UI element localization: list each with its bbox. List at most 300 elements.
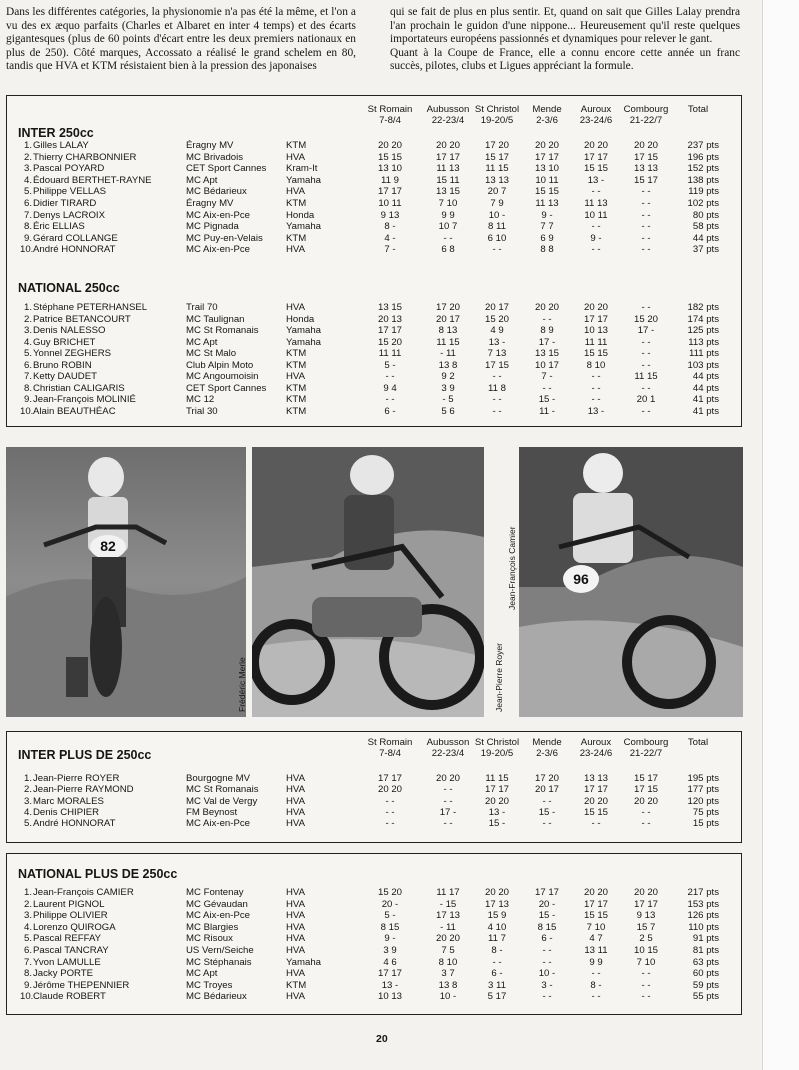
club-name: MC Val de Vergy bbox=[186, 795, 258, 807]
race-score: - - bbox=[542, 945, 552, 956]
column-header-dates: 23-24/6 bbox=[579, 115, 613, 126]
rider-name: Jean-Pierre RAYMOND bbox=[33, 784, 134, 796]
intro-right-text-2: Quant à la Coupe de France, elle a connu encore cette année un franc succès, pilotes, clubs et Ligues appréciant la formule. bbox=[390, 46, 740, 73]
rider-name: Gilles LALAY bbox=[33, 140, 89, 151]
race-score: 17 - bbox=[439, 806, 457, 818]
race-score: 15 15 bbox=[583, 163, 608, 175]
race-score: 9 9 bbox=[589, 956, 603, 968]
table-row bbox=[0, 899, 740, 911]
race-score: 13 - bbox=[488, 806, 506, 818]
race-score: - - bbox=[542, 956, 552, 968]
race-score: 6 10 bbox=[487, 232, 507, 244]
club-name: MC Aix-en-Pce bbox=[186, 209, 250, 221]
rank: 6. bbox=[23, 359, 32, 371]
race-score: - 11 bbox=[440, 348, 456, 359]
race-score: 9 - bbox=[384, 933, 396, 945]
race-score: 17 15 bbox=[633, 151, 658, 163]
total-points: 80 pts bbox=[692, 209, 719, 221]
table-row bbox=[0, 406, 740, 418]
motorcycle-make: KTM bbox=[286, 348, 307, 359]
table-row bbox=[0, 348, 740, 360]
total-points: 37 pts bbox=[692, 244, 719, 256]
race-score: 4 9 bbox=[490, 325, 504, 336]
race-score: - - bbox=[591, 186, 601, 198]
total-points: 138 pts bbox=[687, 174, 719, 186]
rank: 1. bbox=[23, 140, 32, 151]
race-score: 11 11 bbox=[584, 336, 608, 348]
race-score: 10 - bbox=[538, 968, 556, 980]
race-score: 20 17 bbox=[435, 313, 460, 325]
race-score: 10 17 bbox=[534, 359, 559, 371]
table-row bbox=[0, 818, 740, 830]
race-score: 13 8 bbox=[438, 359, 458, 371]
race-score: 9 13 bbox=[636, 910, 656, 922]
table-row bbox=[0, 163, 740, 175]
club-name: Trial 30 bbox=[186, 405, 218, 417]
race-score: 11 9 bbox=[381, 174, 399, 186]
race-score: 17 17 bbox=[484, 784, 509, 796]
section-title: NATIONAL 250cc bbox=[18, 281, 120, 295]
motorcycle-make: KTM bbox=[286, 405, 307, 417]
rank: 2. bbox=[23, 151, 32, 163]
race-score: - - bbox=[641, 336, 651, 348]
race-score: 9 9 bbox=[441, 209, 455, 221]
race-score: 17 17 bbox=[583, 784, 608, 796]
race-score: 20 20 bbox=[377, 784, 402, 796]
column-header-name: Combourg bbox=[623, 104, 669, 115]
race-score: 6 - bbox=[384, 405, 396, 417]
total-points: 126 pts bbox=[687, 910, 719, 922]
race-score: - - bbox=[542, 313, 552, 325]
column-header-dates: 21-22/7 bbox=[629, 115, 663, 126]
race-score: - - bbox=[385, 795, 395, 807]
column-header-total: Total bbox=[687, 104, 709, 115]
race-score: 17 13 bbox=[484, 898, 509, 910]
race-score: - 5 bbox=[442, 394, 454, 405]
rank: 4. bbox=[23, 336, 32, 348]
club-name: MC Angoumoisin bbox=[186, 371, 259, 382]
race-score: - - bbox=[641, 979, 651, 991]
race-score: 3 11 bbox=[488, 979, 506, 991]
race-score: - - bbox=[591, 394, 601, 405]
race-score: 8 10 bbox=[438, 956, 458, 968]
race-score: 11 15 bbox=[485, 163, 509, 175]
club-name: MC Troyes bbox=[186, 979, 233, 991]
race-score: 11 13 bbox=[436, 163, 460, 175]
rider-name: André HONNORAT bbox=[33, 244, 116, 256]
club-name: FM Beynost bbox=[186, 806, 238, 818]
race-score: 13 - bbox=[381, 979, 399, 991]
rider-name: Pascal REFFAY bbox=[33, 933, 102, 945]
rider-name: Lorenzo QUIROGA bbox=[33, 921, 116, 933]
race-score: 6 9 bbox=[540, 232, 554, 244]
photo-rider-82 bbox=[6, 447, 246, 717]
club-name: MC Stéphanais bbox=[186, 956, 252, 968]
rider-name: Denis NALESSO bbox=[33, 325, 106, 336]
total-points: 63 pts bbox=[692, 956, 719, 968]
race-score: 20 20 bbox=[435, 140, 460, 151]
race-score: 15 - bbox=[538, 394, 556, 405]
race-score: - - bbox=[641, 232, 651, 244]
rider-name: Thierry CHARBONNIER bbox=[33, 151, 137, 163]
race-score: 15 20 bbox=[484, 313, 509, 325]
table-row bbox=[0, 933, 740, 945]
column-header-dates: 7-8/4 bbox=[379, 748, 401, 759]
race-score: 13 15 bbox=[377, 302, 402, 313]
race-score: - - bbox=[385, 371, 395, 382]
rider-name: Patrice BETANCOURT bbox=[33, 313, 131, 325]
rider-name: Yonnel ZEGHERS bbox=[33, 348, 112, 359]
club-name: MC Apt bbox=[186, 336, 218, 348]
race-score: - - bbox=[542, 382, 552, 394]
race-score: 6 8 bbox=[441, 244, 455, 256]
race-score: 15 15 bbox=[583, 348, 608, 359]
club-name: MC Taulignan bbox=[186, 313, 245, 325]
race-score: - - bbox=[641, 244, 651, 256]
race-score: - - bbox=[641, 348, 651, 359]
race-score: 11 8 bbox=[488, 382, 506, 394]
motorcycle-make: KTM bbox=[286, 394, 307, 405]
photo-credit-jean-pierre-royer: Jean-Pierre Royer bbox=[494, 643, 504, 712]
race-score: 15 17 bbox=[484, 151, 509, 163]
race-score: 17 17 bbox=[534, 151, 559, 163]
total-points: 195 pts bbox=[687, 773, 719, 784]
column-header-dates: 19-20/5 bbox=[480, 115, 514, 126]
race-score: 17 - bbox=[538, 336, 556, 348]
race-score: 17 15 bbox=[633, 784, 658, 796]
race-score: 10 13 bbox=[377, 991, 402, 1003]
race-score: 17 17 bbox=[377, 325, 402, 336]
race-score: 20 20 bbox=[377, 140, 402, 151]
race-score: 13 13 bbox=[583, 773, 608, 784]
race-score: 15 15 bbox=[583, 910, 608, 922]
race-score: - - bbox=[591, 968, 601, 980]
race-score: 20 20 bbox=[583, 302, 608, 313]
rank: 6. bbox=[23, 198, 32, 209]
table-row bbox=[0, 314, 740, 326]
race-score: - 11 bbox=[440, 921, 456, 933]
race-score: 10 - bbox=[488, 209, 506, 221]
race-score: 20 20 bbox=[583, 140, 608, 151]
column-header bbox=[360, 737, 420, 759]
race-score: 8 8 bbox=[540, 244, 554, 256]
club-name: Trail 70 bbox=[186, 302, 218, 313]
race-score: - - bbox=[641, 382, 651, 394]
club-name: US Vern/Seiche bbox=[186, 945, 254, 956]
race-score: - - bbox=[641, 968, 651, 980]
intro-right-column bbox=[390, 6, 740, 74]
table-row bbox=[0, 945, 740, 957]
rank: 7. bbox=[23, 956, 32, 968]
race-score: 6 - bbox=[491, 968, 503, 980]
race-score: 4 6 bbox=[383, 956, 397, 968]
race-score: - - bbox=[443, 795, 453, 807]
race-score: 3 7 bbox=[441, 968, 455, 980]
race-score: - - bbox=[641, 221, 651, 233]
section-title: INTER 250cc bbox=[18, 126, 94, 140]
total-points: 44 pts bbox=[692, 382, 719, 394]
race-score: 15 - bbox=[538, 910, 556, 922]
race-score: 15 11 bbox=[436, 174, 460, 186]
race-score: - - bbox=[492, 394, 502, 405]
total-points: 75 pts bbox=[692, 806, 719, 818]
race-score: - - bbox=[492, 244, 502, 256]
section-title: NATIONAL PLUS DE 250cc bbox=[18, 867, 178, 881]
motorcycle-make: HVA bbox=[286, 898, 306, 910]
race-score: 17 17 bbox=[435, 151, 460, 163]
rank: 1. bbox=[23, 302, 32, 313]
race-score: 7 10 bbox=[438, 198, 458, 209]
column-header-name: Mende bbox=[532, 104, 562, 115]
race-score: 17 17 bbox=[377, 968, 402, 980]
race-score: 4 7 bbox=[589, 933, 603, 945]
rider-name: Pascal POYARD bbox=[33, 163, 105, 175]
table-row bbox=[0, 991, 740, 1003]
column-header-dates: 22-23/4 bbox=[431, 115, 465, 126]
race-score: - - bbox=[443, 232, 453, 244]
race-score: 15 15 bbox=[583, 806, 608, 818]
club-name: MC Brivadois bbox=[186, 151, 244, 163]
club-name: MC Puy-en-Velais bbox=[186, 232, 263, 244]
motorcycle-make: KTM bbox=[286, 232, 307, 244]
race-score: 8 - bbox=[590, 979, 602, 991]
column-header-name: Combourg bbox=[623, 737, 669, 748]
race-score: 8 - bbox=[384, 221, 396, 233]
total-points: 59 pts bbox=[692, 979, 719, 991]
race-score: 11 13 bbox=[535, 198, 559, 209]
rank: 9. bbox=[23, 979, 32, 991]
race-score: - - bbox=[492, 956, 502, 968]
race-score: 15 9 bbox=[487, 910, 507, 922]
column-header bbox=[616, 104, 676, 126]
page-edge bbox=[762, 0, 799, 1070]
club-name: MC Aix-en-Pce bbox=[186, 244, 250, 256]
club-name: Éragny MV bbox=[186, 140, 234, 151]
table-row bbox=[0, 968, 740, 980]
race-score: 13 15 bbox=[534, 348, 559, 359]
race-score: 20 20 bbox=[534, 302, 559, 313]
race-score: - - bbox=[591, 818, 601, 830]
club-name: MC Pignada bbox=[186, 221, 239, 233]
photo-credit-frederic-merle: Frédéric Merle bbox=[237, 657, 247, 712]
race-score: 15 17 bbox=[633, 174, 658, 186]
column-header-dates: 23-24/6 bbox=[579, 748, 613, 759]
race-score: 15 20 bbox=[377, 336, 402, 348]
rider-name: Didier TIRARD bbox=[33, 198, 97, 209]
column-header-name: St Romain bbox=[367, 737, 413, 748]
motorcycle-make: HVA bbox=[286, 921, 306, 933]
column-header-dates: 19-20/5 bbox=[480, 748, 514, 759]
club-name: Bourgogne MV bbox=[186, 773, 250, 784]
race-score: - - bbox=[591, 221, 601, 233]
club-name: CET Sport Cannes bbox=[186, 382, 267, 394]
motorcycle-make: KTM bbox=[286, 140, 307, 151]
race-score: 20 20 bbox=[633, 795, 658, 807]
rider-name: Claude ROBERT bbox=[33, 991, 106, 1003]
club-name: MC Bédarieux bbox=[186, 186, 247, 198]
club-name: MC St Romanais bbox=[186, 325, 259, 336]
motorcycle-make: HVA bbox=[286, 784, 306, 796]
race-score: - - bbox=[641, 806, 651, 818]
motorcycle-make: Yamaha bbox=[286, 221, 322, 233]
table-row bbox=[0, 186, 740, 198]
rank: 8. bbox=[23, 221, 32, 233]
rank: 8. bbox=[23, 382, 32, 394]
rank: 3. bbox=[23, 325, 32, 336]
table-row bbox=[0, 198, 740, 210]
rank: 8. bbox=[23, 968, 32, 980]
rank: 6. bbox=[23, 945, 32, 956]
table-row bbox=[0, 796, 740, 808]
rider-name: Pascal TANCRAY bbox=[33, 945, 109, 956]
club-name: Éragny MV bbox=[186, 198, 234, 209]
photo-credit-jean-francois-camier: Jean-François Camier bbox=[507, 526, 517, 610]
race-score: 20 20 bbox=[633, 887, 658, 898]
race-score: 10 11 bbox=[584, 209, 608, 221]
club-name: MC Risoux bbox=[186, 933, 233, 945]
race-score: 20 20 bbox=[484, 795, 509, 807]
race-score: - - bbox=[385, 394, 395, 405]
club-name: MC Blargies bbox=[186, 921, 239, 933]
race-score: 7 - bbox=[541, 371, 553, 382]
column-header-name: St Christol bbox=[474, 737, 520, 748]
race-score: 10 15 bbox=[633, 945, 658, 956]
rank: 3. bbox=[23, 795, 32, 807]
photo-rider-96 bbox=[519, 447, 743, 717]
motorcycle-make: HVA bbox=[286, 887, 306, 898]
total-points: 81 pts bbox=[692, 945, 719, 956]
rider-name: Stéphane PETERHANSEL bbox=[33, 302, 148, 313]
rank: 3. bbox=[23, 910, 32, 922]
rider-name: Denys LACROIX bbox=[33, 209, 105, 221]
motorcycle-make: HVA bbox=[286, 818, 306, 830]
race-score: 7 7 bbox=[540, 221, 554, 233]
table-row bbox=[0, 980, 740, 992]
race-score: - - bbox=[591, 371, 601, 382]
race-score: 8 13 bbox=[438, 325, 458, 336]
table-row bbox=[0, 910, 740, 922]
race-score: 2 5 bbox=[639, 933, 653, 945]
intro-right-text-1: qui se fait de plus en plus sentir. Et, quand on sait que Gilles Lalay prendra l'an prochain le guidon d'une nippone... Heureusement qu'il reste quelques importateurs européens passionnés et dynamiques pour relever le gant. bbox=[390, 6, 740, 46]
race-score: 3 - bbox=[541, 979, 553, 991]
rider-name: Ketty DAUDET bbox=[33, 371, 97, 382]
table-row bbox=[0, 887, 740, 899]
rider-name: Laurent PIGNOL bbox=[33, 898, 105, 910]
club-name: MC St Romanais bbox=[186, 784, 259, 796]
total-points: 153 pts bbox=[687, 898, 719, 910]
race-score: - - bbox=[641, 818, 651, 830]
total-points: 196 pts bbox=[687, 151, 719, 163]
race-score: - - bbox=[492, 405, 502, 417]
total-points: 120 pts bbox=[687, 795, 719, 807]
race-score: 20 1 bbox=[636, 394, 656, 405]
race-score: - - bbox=[641, 186, 651, 198]
race-score: 10 11 bbox=[535, 174, 559, 186]
race-score: 13 10 bbox=[534, 163, 559, 175]
total-points: 217 pts bbox=[687, 887, 719, 898]
total-points: 58 pts bbox=[692, 221, 719, 233]
rank: 4. bbox=[23, 806, 32, 818]
total-points: 41 pts bbox=[692, 405, 719, 417]
section-title: INTER PLUS DE 250cc bbox=[18, 748, 152, 762]
race-score: 11 13 bbox=[584, 198, 608, 209]
race-score: 13 - bbox=[587, 174, 605, 186]
race-score: 10 7 bbox=[438, 221, 458, 233]
race-score: 7 9 bbox=[490, 198, 504, 209]
rank: 9. bbox=[23, 394, 32, 405]
table-row bbox=[0, 383, 740, 395]
race-score: 8 9 bbox=[540, 325, 554, 336]
rank: 5. bbox=[23, 933, 32, 945]
race-score: - - bbox=[542, 991, 552, 1003]
rank: 7. bbox=[23, 209, 32, 221]
motorcycle-make: Kram-It bbox=[286, 163, 318, 175]
motorcycle-make: HVA bbox=[286, 795, 306, 807]
table-row bbox=[0, 152, 740, 164]
table-row bbox=[0, 244, 740, 256]
club-name: Club Alpin Moto bbox=[186, 359, 254, 371]
column-header-dates: 21-22/7 bbox=[629, 748, 663, 759]
race-score: 20 20 bbox=[484, 887, 509, 898]
race-score: - - bbox=[443, 818, 453, 830]
race-score: 4 - bbox=[384, 232, 396, 244]
rider-name: Jean-François CAMIER bbox=[33, 887, 134, 898]
motorcycle-make: HVA bbox=[286, 244, 306, 256]
race-score: 20 20 bbox=[583, 795, 608, 807]
race-score: 7 5 bbox=[441, 945, 455, 956]
motorcycle-make: HVA bbox=[286, 371, 306, 382]
race-score: 8 - bbox=[491, 945, 503, 956]
race-score: 9 13 bbox=[380, 209, 400, 221]
race-score: 15 - bbox=[488, 818, 506, 830]
race-score: 15 20 bbox=[377, 887, 402, 898]
race-score: 13 15 bbox=[435, 186, 460, 198]
club-name: MC Aix-en-Pce bbox=[186, 910, 250, 922]
race-score: 11 15 bbox=[436, 336, 460, 348]
race-score: 11 7 bbox=[488, 933, 506, 945]
column-header-name: Mende bbox=[532, 737, 562, 748]
rank: 2. bbox=[23, 313, 32, 325]
total-points: 152 pts bbox=[687, 163, 719, 175]
race-score: 10 - bbox=[439, 991, 457, 1003]
photo-82-number: 82 bbox=[100, 538, 116, 554]
motorcycle-make: KTM bbox=[286, 382, 307, 394]
table-row bbox=[0, 140, 740, 152]
race-score: 17 17 bbox=[377, 186, 402, 198]
column-header bbox=[616, 737, 676, 759]
page-number: 20 bbox=[376, 1033, 388, 1045]
table-row bbox=[0, 210, 740, 222]
table-row bbox=[0, 922, 740, 934]
race-score: - - bbox=[641, 198, 651, 209]
motorcycle-make: Yamaha bbox=[286, 325, 322, 336]
motorcycle-make: KTM bbox=[286, 979, 307, 991]
photo-96-number: 96 bbox=[573, 571, 589, 587]
race-score: 10 13 bbox=[583, 325, 608, 336]
motorcycle-make: HVA bbox=[286, 910, 306, 922]
race-score: - - bbox=[385, 806, 395, 818]
column-header-dates: 22-23/4 bbox=[431, 748, 465, 759]
motorcycle-make: HVA bbox=[286, 186, 306, 198]
rank: 1. bbox=[23, 887, 32, 898]
club-name: CET Sport Cannes bbox=[186, 163, 267, 175]
table-row bbox=[0, 773, 740, 785]
race-score: 20 20 bbox=[435, 773, 460, 784]
total-points: 111 pts bbox=[688, 348, 719, 359]
race-score: 11 15 bbox=[485, 773, 509, 784]
motorcycle-make: KTM bbox=[286, 198, 307, 209]
rider-name: Bruno ROBIN bbox=[33, 359, 92, 371]
